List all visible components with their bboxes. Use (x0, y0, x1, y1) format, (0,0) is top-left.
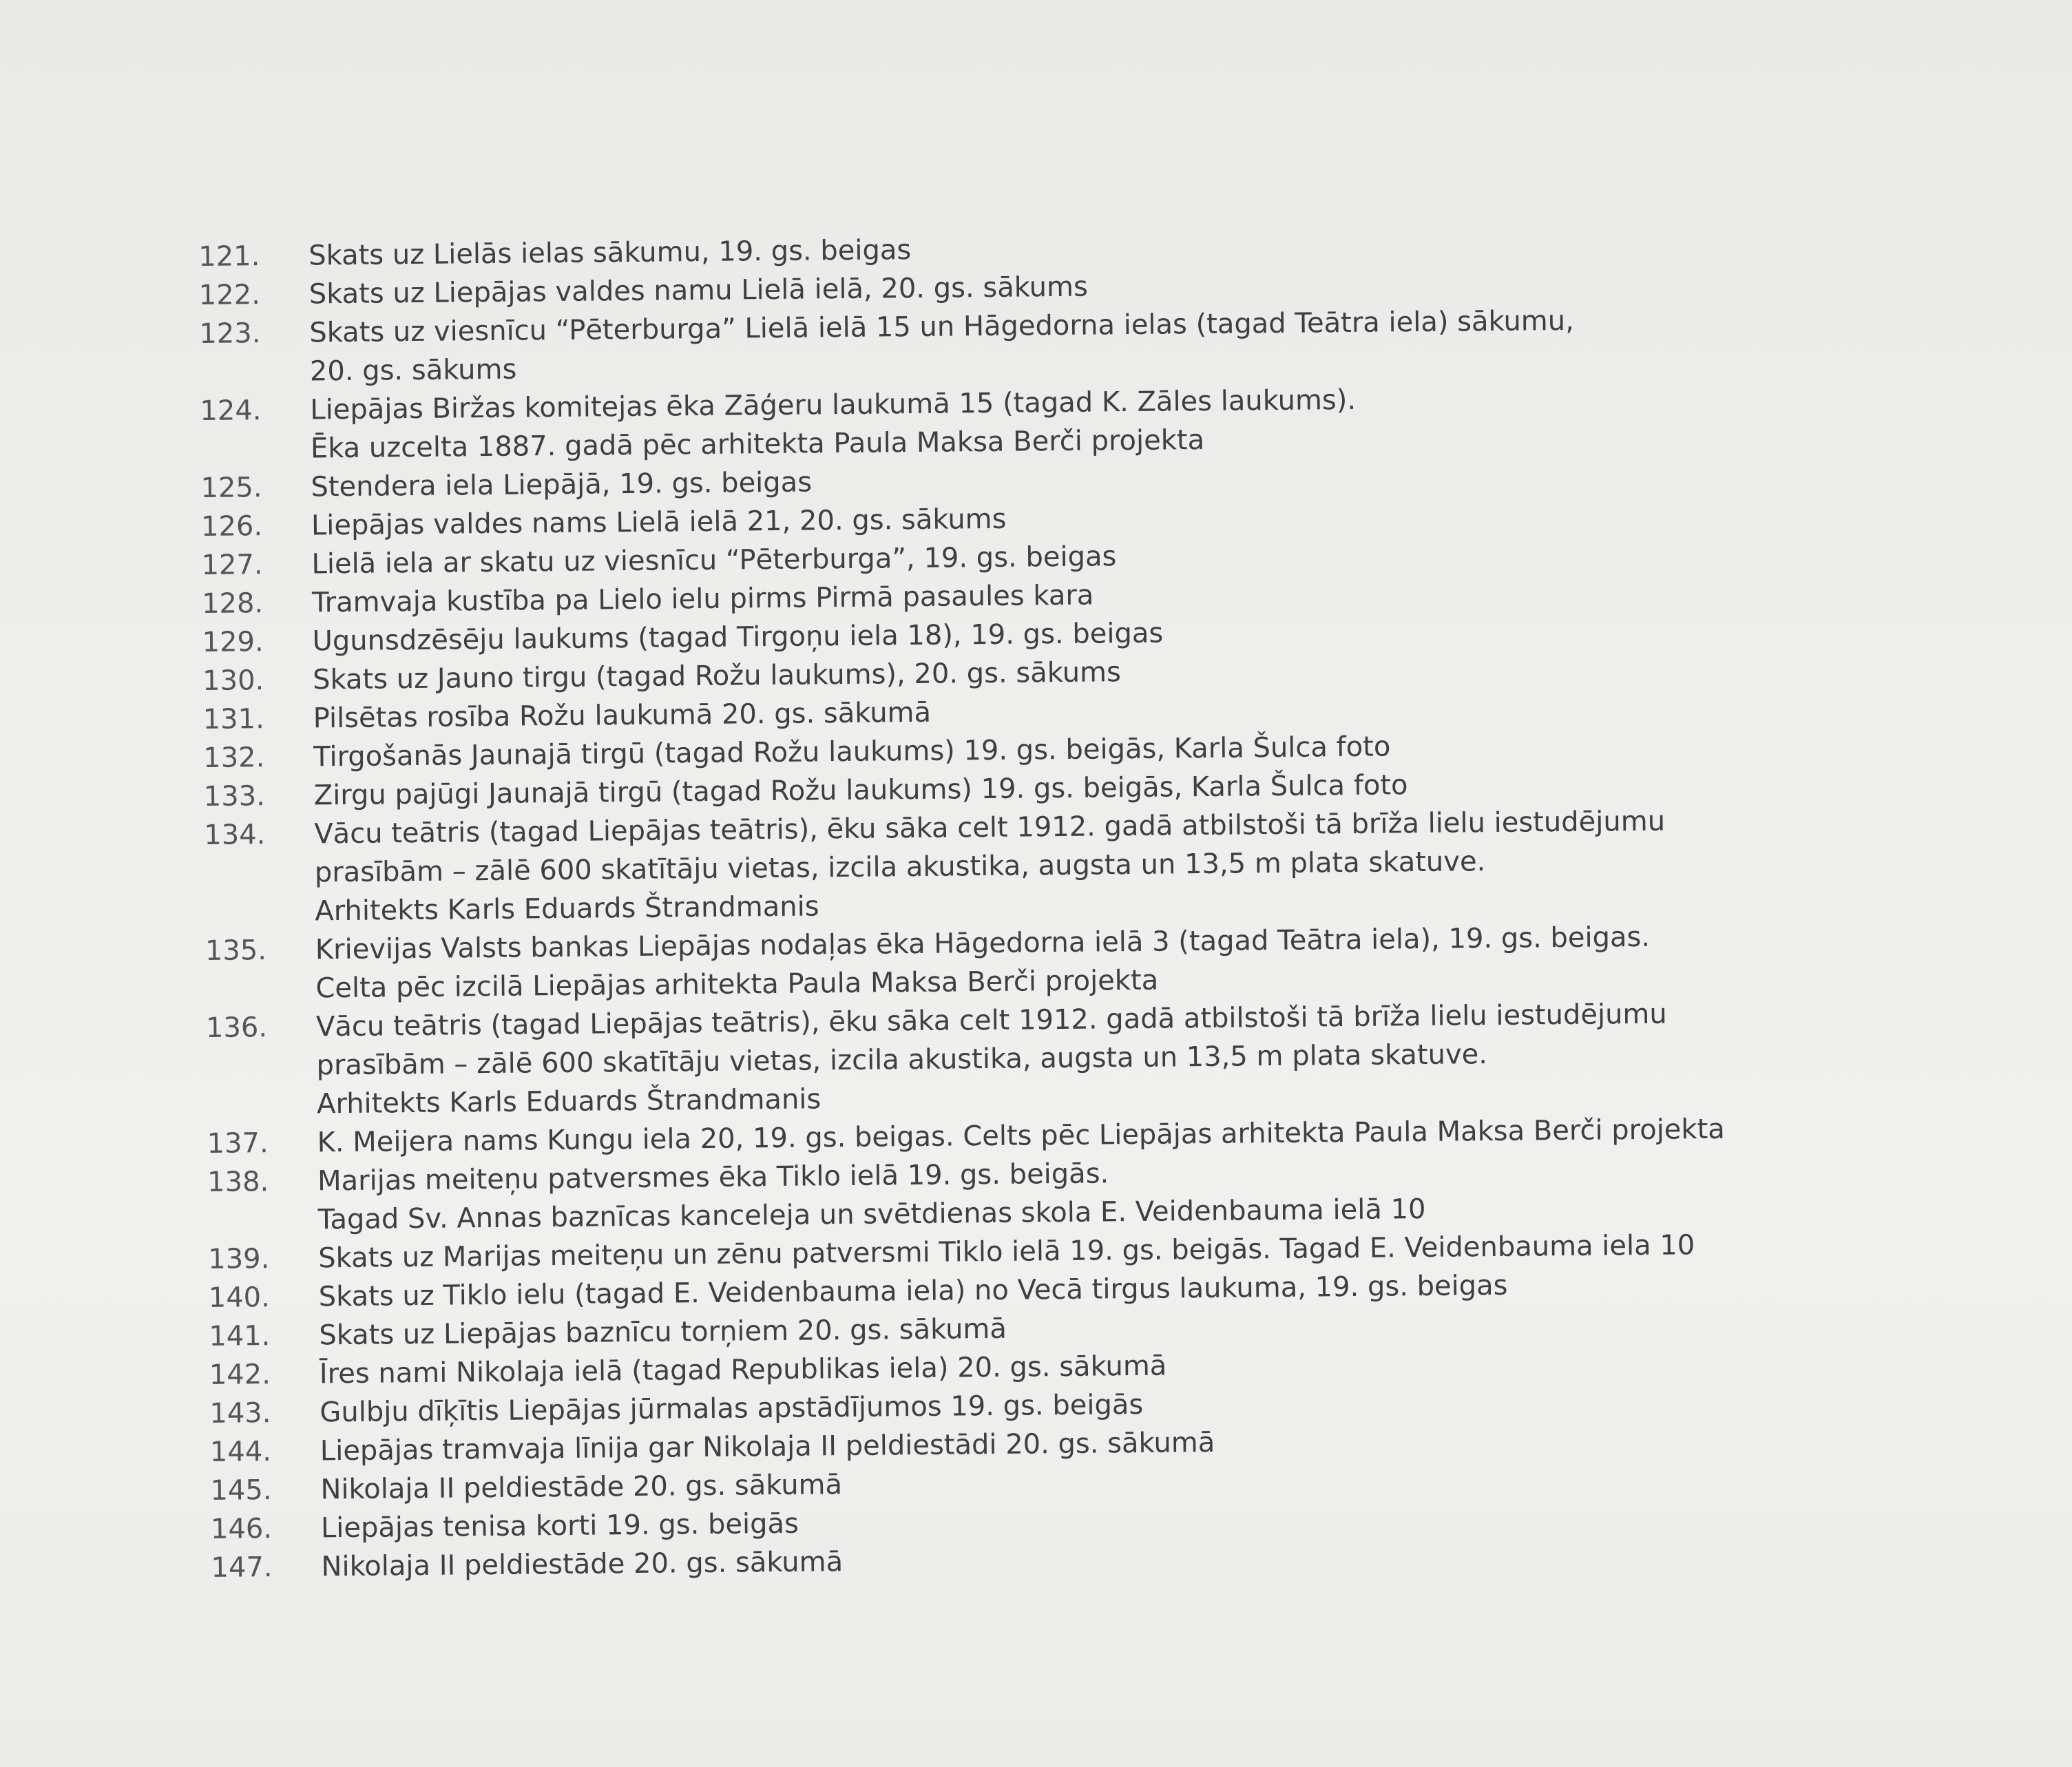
caption-number: 122. (198, 279, 261, 311)
caption-line: Gulbju dīķītis Liepājas jūrmalas apstādījumos 19. gs. beigās (320, 1388, 1144, 1429)
caption-number: 140. (208, 1282, 271, 1314)
caption-line: Nikolaja II peldiestāde 20. gs. sākumā (321, 1546, 844, 1583)
caption-line: Zirgu pajūgi Jaunajā tirgū (tagad Rožu laukums) 19. gs. beigās, Karla Šulca foto (313, 769, 1408, 812)
caption-line: Skats uz Jauno tirgu (tagad Rožu laukums), 20. gs. sākums (312, 656, 1122, 696)
caption-line: K. Meijera nams Kungu iela 20, 19. gs. beigas. Celts pēc Liepājas arhitekta Paula Maksa Berči projekta (317, 1113, 1726, 1159)
caption-number: 142. (209, 1359, 271, 1391)
caption-number: 135. (205, 934, 267, 967)
caption-line: Marijas meiteņu patversmes ēka Tiklo ielā 19. gs. beigās. (317, 1158, 1109, 1198)
caption-number: 143. (209, 1397, 271, 1430)
caption-line: Liepājas Biržas komitejas ēka Zāģeru laukumā 15 (tagad K. Zāles laukums). (310, 384, 1357, 426)
caption-line: Ēka uzcelta 1887. gadā pēc arhitekta Paula Maksa Berči projekta (310, 424, 1205, 465)
caption-number: 129. (202, 626, 264, 658)
caption-line: Vācu teātris (tagad Liepājas teātris), ēku sāka celt 1912. gadā atbilstoši tā brīža lielu iestudējumu (315, 998, 1667, 1043)
caption-line: Lielā iela ar skatu uz viesnīcu “Pēterburga”, 19. gs. beigas (311, 541, 1117, 581)
caption-line: Ugunsdzēsēju laukums (tagad Tirgoņu iela 18), 19. gs. beigas (312, 617, 1164, 658)
caption-number: 124. (200, 395, 262, 427)
caption-number: 134. (204, 819, 266, 851)
caption-number: 139. (208, 1243, 270, 1275)
caption-list (198, 221, 1947, 1587)
caption-line: Tirgošanās Jaunajā tirgū (tagad Rožu laukums) 19. gs. beigās, Karla Šulca foto (313, 731, 1391, 773)
caption-line: Celta pēc izcilā Liepājas arhitekta Paula Maksa Berči projekta (315, 964, 1159, 1005)
caption-line: Skats uz Marijas meiteņu un zēnu patversmi Tiklo ielā 19. gs. beigās. Tagad E. Veidenbauma iela 10 (318, 1229, 1695, 1275)
caption-line: Skats uz Liepājas valdes namu Lielā ielā, 20. gs. sākums (308, 271, 1089, 311)
caption-line: Liepājas tenisa korti 19. gs. beigās (320, 1507, 799, 1545)
caption-line: Skats uz viesnīcu “Pēterburga” Lielā ielā 15 un Hāgedorna ielas (tagad Teātra iela) sākumu, (309, 304, 1575, 349)
caption-line: Skats uz Lielās ielas sākumu, 19. gs. beigas (308, 234, 912, 272)
caption-line: Skats uz Tiklo ielu (tagad E. Veidenbauma iela) no Vecā tirgus laukuma, 19. gs. beigas (318, 1269, 1508, 1313)
caption-line: prasībām – zālē 600 skatītāju vietas, izcila akustika, augsta un 13,5 m plata skatuve. (316, 1038, 1488, 1082)
caption-number: 121. (198, 240, 260, 273)
caption-number: 145. (210, 1474, 272, 1507)
caption-number: 125. (200, 472, 262, 504)
caption-line: Arhitekts Karls Eduards Štrandmanis (316, 1083, 822, 1120)
caption-number: 141. (209, 1320, 271, 1352)
caption-line: Liepājas valdes nams Lielā ielā 21, 20. gs. sākums (311, 503, 1007, 542)
caption-line: Nikolaja II peldiestāde 20. gs. sākumā (320, 1469, 843, 1506)
caption-number: 137. (207, 1127, 269, 1160)
caption-number: 132. (203, 742, 265, 774)
caption-number: 131. (202, 703, 264, 735)
caption-number: 133. (203, 780, 266, 813)
caption-text (314, 799, 1940, 931)
caption-line: prasībām – zālē 600 skatītāju vietas, izcila akustika, augsta un 13,5 m plata skatuve. (314, 846, 1486, 889)
caption-entry (204, 799, 1940, 932)
caption-number: 127. (201, 549, 263, 581)
caption-number: 138. (207, 1166, 269, 1198)
caption-number: 130. (202, 665, 264, 697)
caption-number: 146. (210, 1513, 273, 1545)
caption-number: 128. (201, 587, 264, 620)
caption-number: 147. (211, 1551, 273, 1584)
caption-line: Tagad Sv. Annas baznīcas kanceleja un svētdienas skola E. Veidenbauma ielā 10 (317, 1193, 1426, 1236)
caption-line: Tramvaja kustība pa Lielo ielu pirms Pirmā pasaules kara (311, 579, 1094, 619)
caption-line: Vācu teātris (tagad Liepājas teātris), ēku sāka celt 1912. gadā atbilstoši tā brīža lielu iestudējumu (314, 805, 1666, 850)
caption-line: Īres nami Nikolaja ielā (tagad Republikas iela) 20. gs. sākumā (319, 1350, 1167, 1390)
caption-number: 123. (199, 317, 261, 350)
caption-entry (206, 992, 1942, 1125)
caption-number: 144. (209, 1436, 272, 1468)
caption-text (316, 992, 1943, 1124)
caption-number: 126. (200, 510, 263, 543)
caption-number: 136. (205, 1012, 268, 1044)
caption-line: Krievijas Valsts bankas Liepājas nodaļas ēka Hāgedorna ielā 3 (tagad Teātra iela), 19. gs. beigas. (315, 921, 1651, 966)
caption-line: Stendera iela Liepājā, 19. gs. beigas (311, 466, 813, 503)
caption-line: 20. gs. sākums (309, 353, 517, 388)
caption-line: Arhitekts Karls Eduards Štrandmanis (315, 890, 819, 928)
caption-line: Pilsētas rosība Rožu laukumā 20. gs. sākumā (313, 696, 932, 735)
caption-line: Liepājas tramvaja līnija gar Nikolaja II peldiestādi 20. gs. sākumā (320, 1426, 1215, 1467)
caption-line: Skats uz Liepājas baznīcu torņiem 20. gs. sākumā (319, 1313, 1007, 1352)
